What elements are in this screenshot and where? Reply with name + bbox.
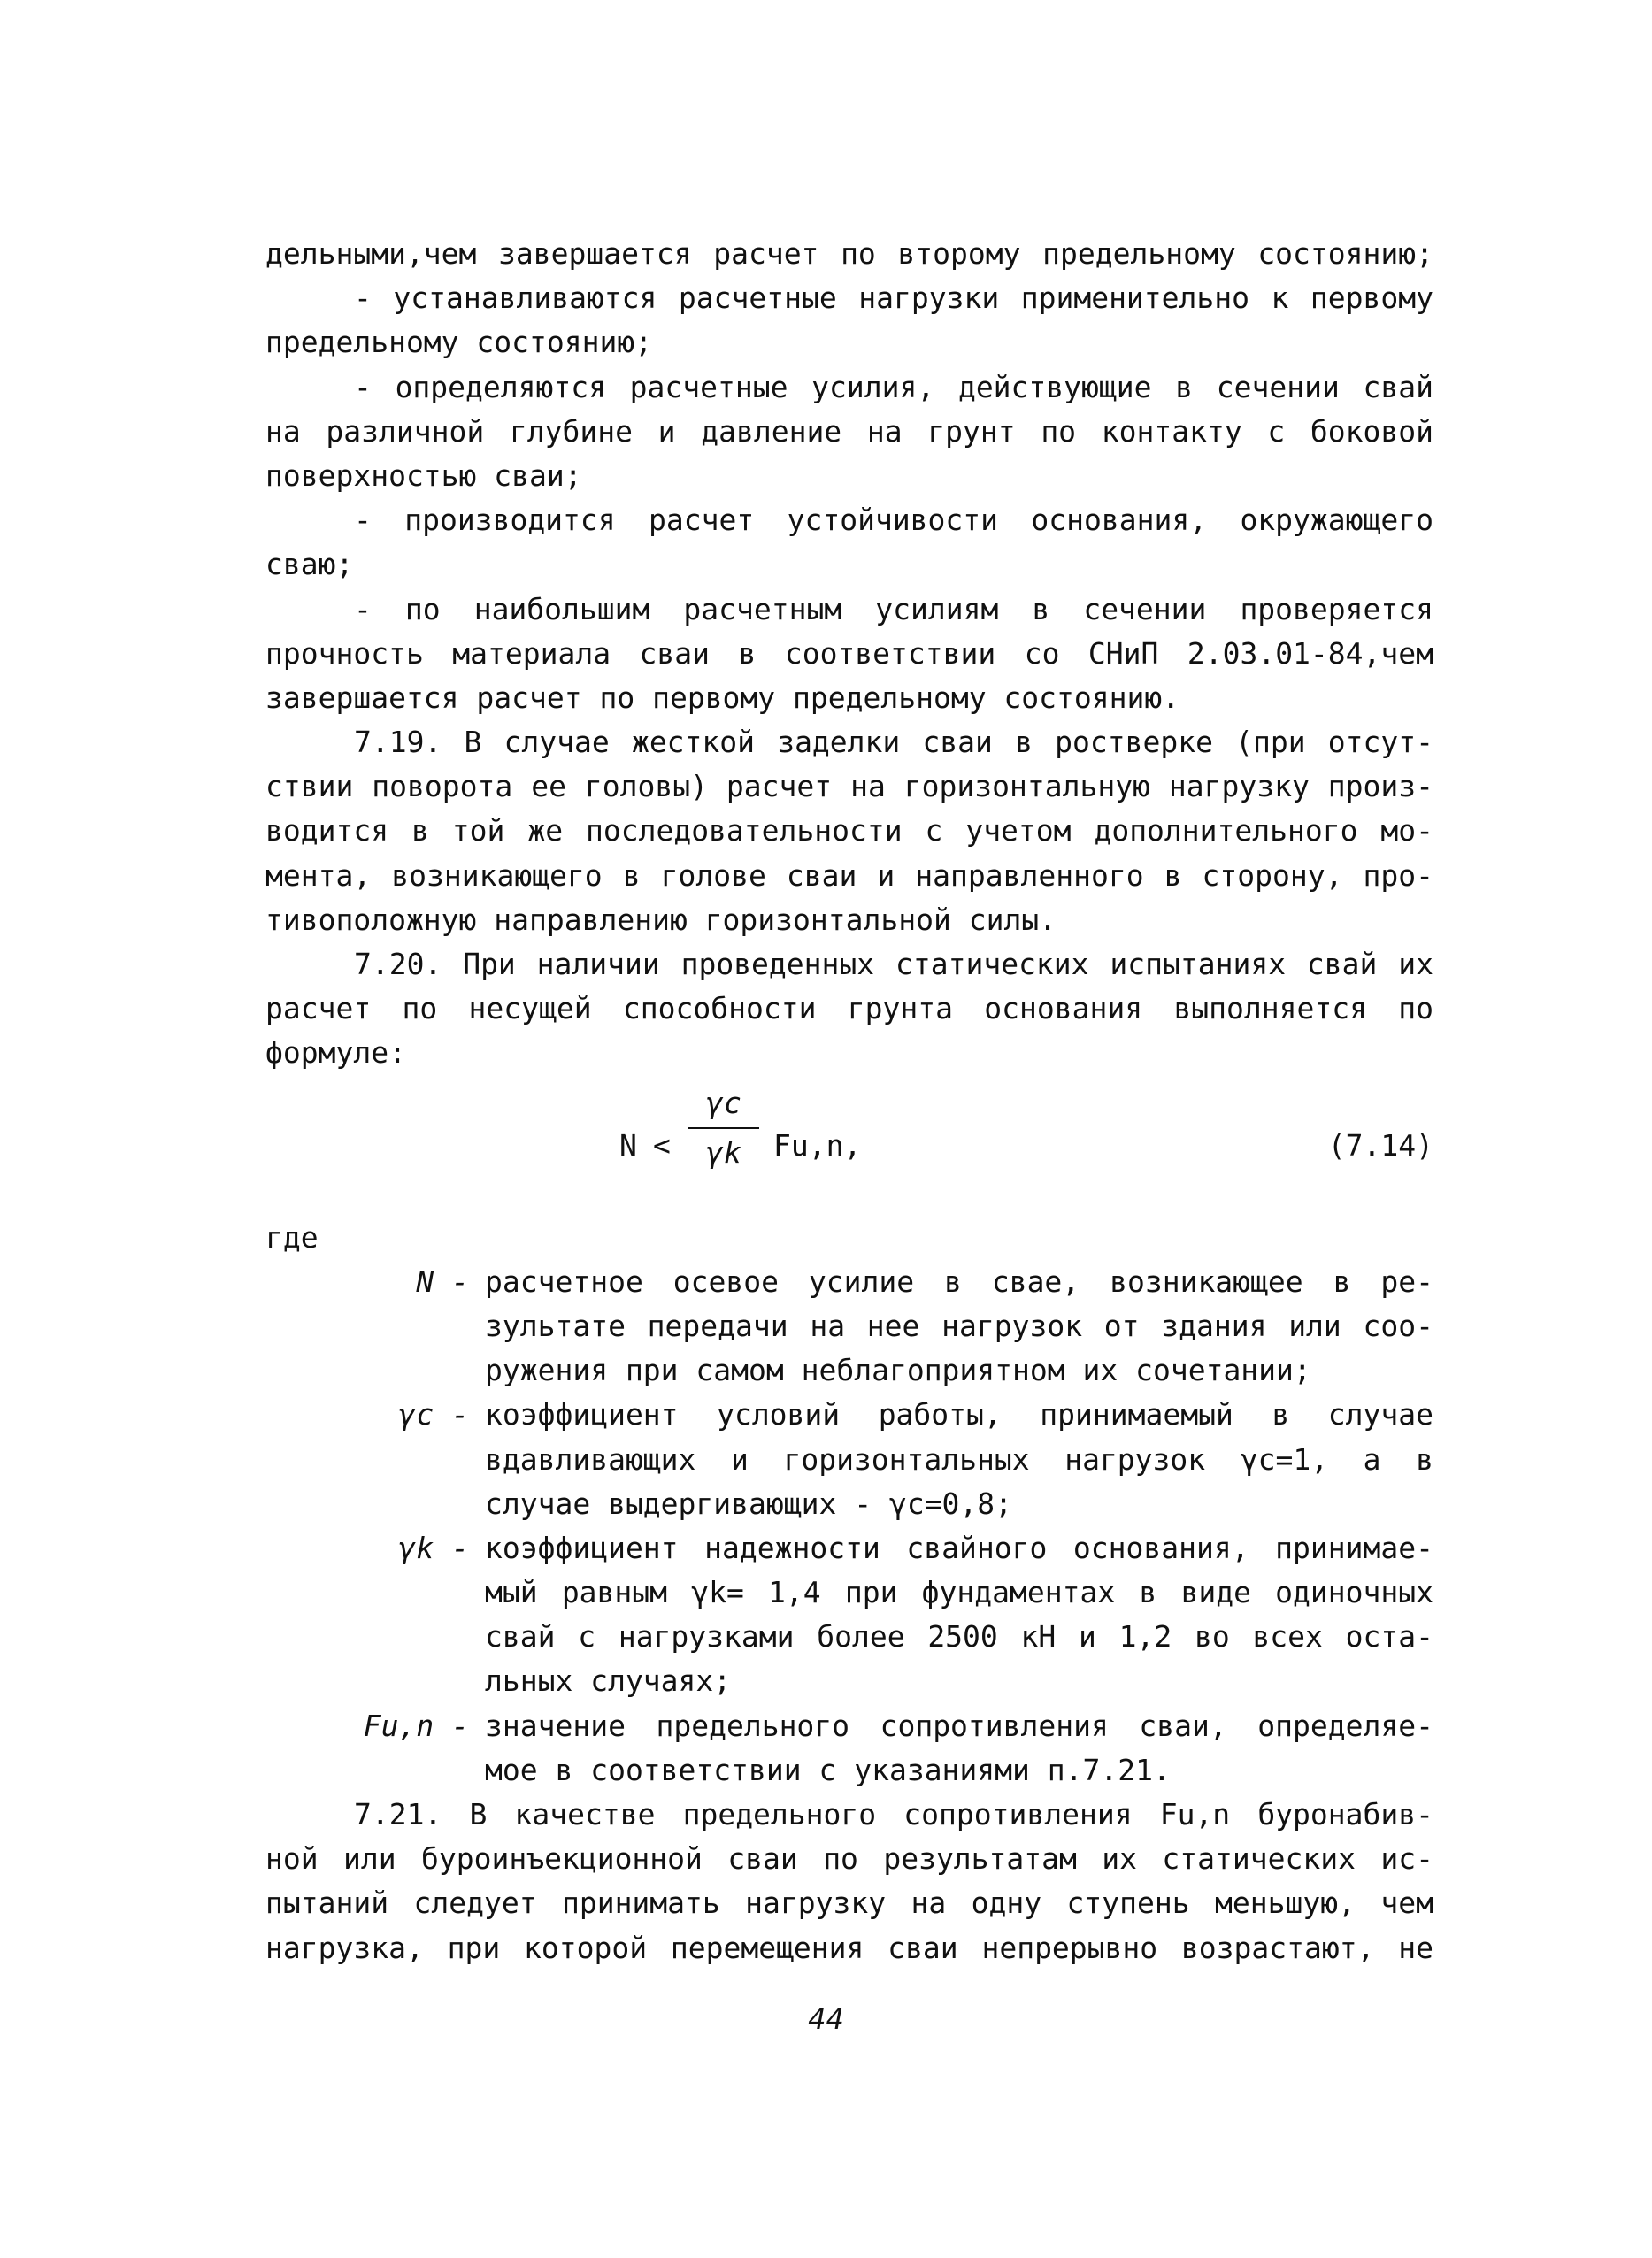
text-line: мента, возникающего в голове сваи и направленного в сторону, про- [265,857,1433,893]
definition-fun [265,1704,1433,1793]
text-line: пытаний следует принимать нагрузку на одну ступень меньшую, чем [265,1886,1433,1921]
text-line: нагрузка, при которой перемещения сваи непрерывно возрастают, не [265,1930,1433,1965]
definition-line: мое в соответствии с указаниями п.7.21. [485,1752,1171,1787]
definition-symbol: γc - [398,1397,469,1432]
text-line: 7.19. В случае жесткой заделки сваи в ростверке (при отсут- [354,725,1433,760]
text-line: дельными,чем завершается расчет по второму предельному состоянию; [265,236,1433,271]
definitions-list [265,1260,1433,1793]
definition-line: расчетное осевое усилие в свае, возникающее в ре- [485,1263,1433,1299]
text-line: 7.20. При наличии проведенных статических испытаниях свай их [354,947,1433,981]
text-line: сваю; [265,547,354,582]
definition-line: зультате передачи на нее нагрузок от здания или соо- [485,1308,1433,1343]
equation-number: (7.14) [1327,1127,1433,1163]
text-line: завершается расчет по первому предельному состоянию. [265,680,1180,715]
text-line: тивоположную направлению горизонтальной силы. [265,902,1057,937]
definition-symbol: Fu,n - [363,1708,469,1743]
text-line: расчет по несущей способности грунта основания выполняется по [265,991,1433,1026]
text-line: - определяются расчетные усилия, действующие в сечении свай [354,369,1433,404]
text-line: - по наибольшим расчетным усилиям в сечении проверяется [354,591,1433,626]
definition-line: вдавливающих и горизонтальных нагрузок γc=1, а в [485,1441,1433,1477]
formula-denominator: γk [706,1134,741,1170]
definition-line: коэффициент надежности свайного основания, принимае- [485,1530,1433,1565]
text-line: - производится расчет устойчивости основания, окружающего [354,503,1433,538]
definition-line: коэффициент условий работы, принимаемый в случае [485,1397,1433,1432]
definition-line: случае выдергивающих - γc=0,8; [485,1486,1013,1521]
formula-lhs: N [619,1127,637,1163]
paragraph-7-19 [265,720,1433,942]
definition-line: ружения при самом неблагоприятном их сочетании; [485,1353,1311,1388]
page-number: 44 [808,2002,844,2036]
definition-gamma-k [265,1526,1433,1704]
definition-line: значение предельного сопротивления сваи, определяе- [485,1708,1433,1743]
definition-gamma-c [265,1393,1433,1526]
text-line: ствии поворота ее головы) расчет на горизонтальную нагрузку произ- [265,769,1433,804]
paragraph-7-21 [265,1793,1433,1970]
definition-symbol: N - [416,1263,469,1299]
formula-rhs: Fu,n, [773,1127,862,1163]
formula-relation: < [653,1127,671,1163]
definition-line: мый равным γk= 1,4 при фундаментах в виде одиночных [485,1575,1433,1610]
where-label: где [265,1219,319,1255]
text-line: 7.21. В качестве предельного сопротивления Fu,n буронабив- [354,1797,1433,1832]
formula-7-14 [265,1081,1433,1214]
definition-n [265,1260,1433,1394]
text-line: - устанавливаются расчетные нагрузки применительно к первому [354,280,1433,316]
formula-fraction [688,1081,759,1175]
definition-line: свай с нагрузками более 2500 кН и 1,2 во всех оста- [485,1619,1433,1655]
text-line: на различной глубине и давление на грунт по контакту с боковой [265,413,1433,449]
text-line: водится в той же последовательности с учетом дополнительного мо- [265,813,1433,849]
paragraph-7-20 [265,942,1433,1076]
formula-numerator: γc [706,1085,741,1120]
definition-symbol: γk - [398,1530,469,1565]
definition-line: льных случаях; [485,1663,732,1699]
text-line: поверхностью сваи; [265,457,582,493]
text-line: прочность материала сваи в соответствии со СНиП 2.03.01-84,чем [265,635,1433,671]
intro-list [265,232,1433,720]
text-line: предельному состоянию; [265,325,653,360]
document-page [265,232,1433,1970]
text-line: формуле: [265,1035,406,1071]
text-line: ной или буроинъекционной сваи по результатам их статических ис- [265,1841,1433,1877]
fraction-bar [688,1127,759,1129]
